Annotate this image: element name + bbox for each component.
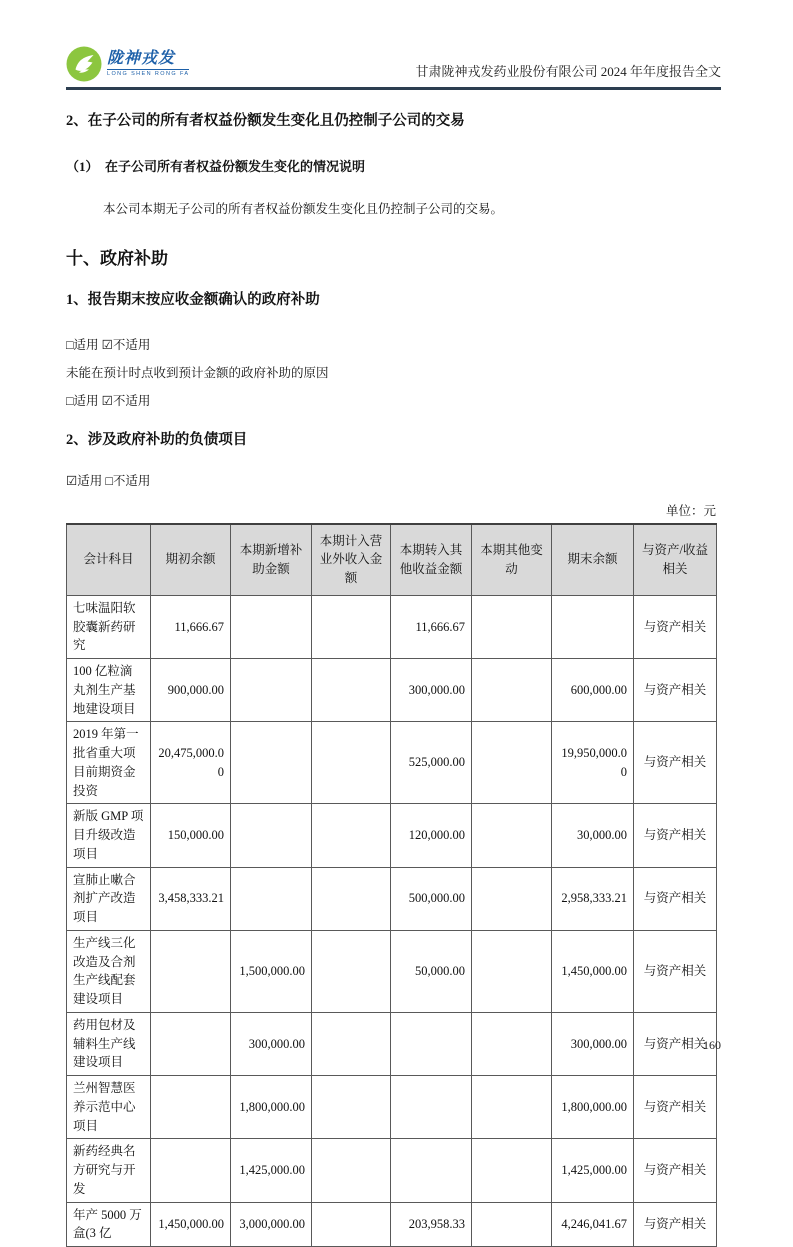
table-cell: 年产 5000 万盒(3 亿 — [67, 1202, 151, 1247]
header-divider — [66, 87, 721, 90]
heading-subsidiary-equity: 2、在子公司的所有者权益份额发生变化且仍控制子公司的交易 — [66, 109, 721, 130]
table-cell — [312, 804, 391, 867]
table-cell: 新版 GMP 项目升级改造项目 — [67, 804, 151, 867]
table-cell: 药用包材及辅料生产线建设项目 — [67, 1012, 151, 1075]
table-row — [67, 930, 717, 1012]
table-cell: 与资产相关 — [634, 867, 717, 930]
table-cell — [312, 659, 391, 722]
heading-equity-change-note: （1） 在子公司所有者权益份额发生变化的情况说明 — [66, 156, 721, 175]
table-row — [67, 1076, 717, 1139]
table-cell: 20,475,000.00 — [151, 722, 231, 804]
table-row — [67, 1012, 717, 1075]
table-cell: 与资产相关 — [634, 659, 717, 722]
table-cell: 1,450,000.00 — [552, 930, 634, 1012]
table-body — [67, 595, 717, 1246]
table-cell — [472, 1139, 552, 1202]
table-cell — [312, 1012, 391, 1075]
table-cell — [312, 1139, 391, 1202]
table-cell: 120,000.00 — [391, 804, 472, 867]
table-cell — [472, 804, 552, 867]
table-cell: 3,000,000.00 — [231, 1202, 312, 1247]
table-cell: 2,958,333.21 — [552, 867, 634, 930]
applicability-line-1: □适用 ☑不适用 — [66, 335, 721, 353]
table-cell — [472, 595, 552, 658]
table-cell — [472, 1012, 552, 1075]
table-cell: 与资产相关 — [634, 1202, 717, 1247]
table-cell — [312, 722, 391, 804]
table-cell — [231, 659, 312, 722]
table-row — [67, 595, 717, 658]
table-cell: 4,246,041.67 — [552, 1202, 634, 1247]
table-row — [67, 867, 717, 930]
table-cell: 1,425,000.00 — [552, 1139, 634, 1202]
table-cell — [312, 1076, 391, 1139]
table-cell — [231, 804, 312, 867]
table-header-row — [67, 524, 717, 596]
unit-label: 单位：元 — [66, 501, 716, 519]
table-cell: 与资产相关 — [634, 1012, 717, 1075]
table-cell — [151, 1012, 231, 1075]
brand-name-en: LONG SHEN RONG FA — [107, 69, 189, 77]
table-cell — [231, 722, 312, 804]
table-cell: 1,500,000.00 — [231, 930, 312, 1012]
equity-change-body: 本公司本期无子公司的所有者权益份额发生变化且仍控制子公司的交易。 — [66, 199, 721, 217]
column-header: 期末余额 — [552, 524, 634, 596]
table-cell: 300,000.00 — [231, 1012, 312, 1075]
page-content — [66, 0, 721, 1247]
heading-subsidy-receivable: 1、报告期末按应收金额确认的政府补助 — [66, 288, 721, 309]
table-cell: 与资产相关 — [634, 722, 717, 804]
brand-name-cn: 陇神戎发 — [107, 51, 189, 68]
table-cell — [472, 1076, 552, 1139]
table-cell: 30,000.00 — [552, 804, 634, 867]
table-cell — [472, 1202, 552, 1247]
table-cell: 11,666.67 — [151, 595, 231, 658]
table-cell: 100 亿粒滴丸剂生产基地建设项目 — [67, 659, 151, 722]
table-cell: 兰州智慧医养示范中心项目 — [67, 1076, 151, 1139]
table-cell: 与资产相关 — [634, 595, 717, 658]
table-cell: 1,800,000.00 — [231, 1076, 312, 1139]
table-cell: 七味温阳软胶囊新药研究 — [67, 595, 151, 658]
company-logo — [66, 46, 189, 82]
table-cell: 50,000.00 — [391, 930, 472, 1012]
table-cell — [312, 930, 391, 1012]
table-cell — [472, 930, 552, 1012]
table-cell: 1,450,000.00 — [151, 1202, 231, 1247]
table-cell: 与资产相关 — [634, 930, 717, 1012]
table-cell: 600,000.00 — [552, 659, 634, 722]
column-header: 本期新增补助金额 — [231, 524, 312, 596]
column-header: 期初余额 — [151, 524, 231, 596]
table-cell: 3,458,333.21 — [151, 867, 231, 930]
table-cell: 900,000.00 — [151, 659, 231, 722]
table-head — [67, 524, 717, 596]
table-cell: 与资产相关 — [634, 1139, 717, 1202]
heading-subsidy-liability: 2、涉及政府补助的负债项目 — [66, 428, 721, 449]
table-cell: 生产线三化改造及合剂生产线配套建设项目 — [67, 930, 151, 1012]
table-cell: 与资产相关 — [634, 1076, 717, 1139]
logo-text — [107, 51, 189, 77]
reason-line: 未能在预计时点收到预计金额的政府补助的原因 — [66, 363, 721, 381]
table-cell — [312, 867, 391, 930]
logo-bird-icon — [66, 46, 102, 82]
table-cell — [552, 595, 634, 658]
table-cell: 1,425,000.00 — [231, 1139, 312, 1202]
table-row — [67, 659, 717, 722]
column-header: 本期其他变动 — [472, 524, 552, 596]
table-cell: 1,800,000.00 — [552, 1076, 634, 1139]
table-cell — [472, 867, 552, 930]
table-cell — [472, 659, 552, 722]
heading-government-subsidy: 十、政府补助 — [66, 244, 721, 269]
table-row — [67, 1139, 717, 1202]
table-cell — [391, 1076, 472, 1139]
applicability-line-2: □适用 ☑不适用 — [66, 391, 721, 409]
subsidy-table — [66, 523, 717, 1247]
table-row — [67, 1202, 717, 1247]
table-cell: 19,950,000.00 — [552, 722, 634, 804]
table-cell — [391, 1012, 472, 1075]
table-cell: 203,958.33 — [391, 1202, 472, 1247]
table-cell: 300,000.00 — [391, 659, 472, 722]
table-cell: 宣肺止嗽合剂扩产改造项目 — [67, 867, 151, 930]
table-cell — [312, 595, 391, 658]
column-header: 本期转入其他收益金额 — [391, 524, 472, 596]
table-cell: 500,000.00 — [391, 867, 472, 930]
column-header: 与资产/收益相关 — [634, 524, 717, 596]
table-cell: 11,666.67 — [391, 595, 472, 658]
table-cell: 300,000.00 — [552, 1012, 634, 1075]
table-cell: 2019 年第一批省重大项目前期资金投资 — [67, 722, 151, 804]
table-row — [67, 722, 717, 804]
page-number: 160 — [703, 1038, 721, 1053]
table-cell — [231, 595, 312, 658]
column-header: 本期计入营业外收入金额 — [312, 524, 391, 596]
table-cell: 与资产相关 — [634, 804, 717, 867]
table-cell: 新药经典名方研究与开发 — [67, 1139, 151, 1202]
column-header: 会计科目 — [67, 524, 151, 596]
table-cell — [151, 1139, 231, 1202]
table-cell — [151, 930, 231, 1012]
table-cell — [472, 722, 552, 804]
table-cell — [312, 1202, 391, 1247]
table-cell: 525,000.00 — [391, 722, 472, 804]
table-cell — [391, 1139, 472, 1202]
page-header — [66, 0, 721, 82]
table-row — [67, 804, 717, 867]
table-cell — [231, 867, 312, 930]
applicability-line-3: ☑适用 □不适用 — [66, 471, 721, 489]
document-title: 甘肃陇神戎发药业股份有限公司 2024 年年度报告全文 — [415, 61, 721, 82]
table-cell: 150,000.00 — [151, 804, 231, 867]
table-cell — [151, 1076, 231, 1139]
